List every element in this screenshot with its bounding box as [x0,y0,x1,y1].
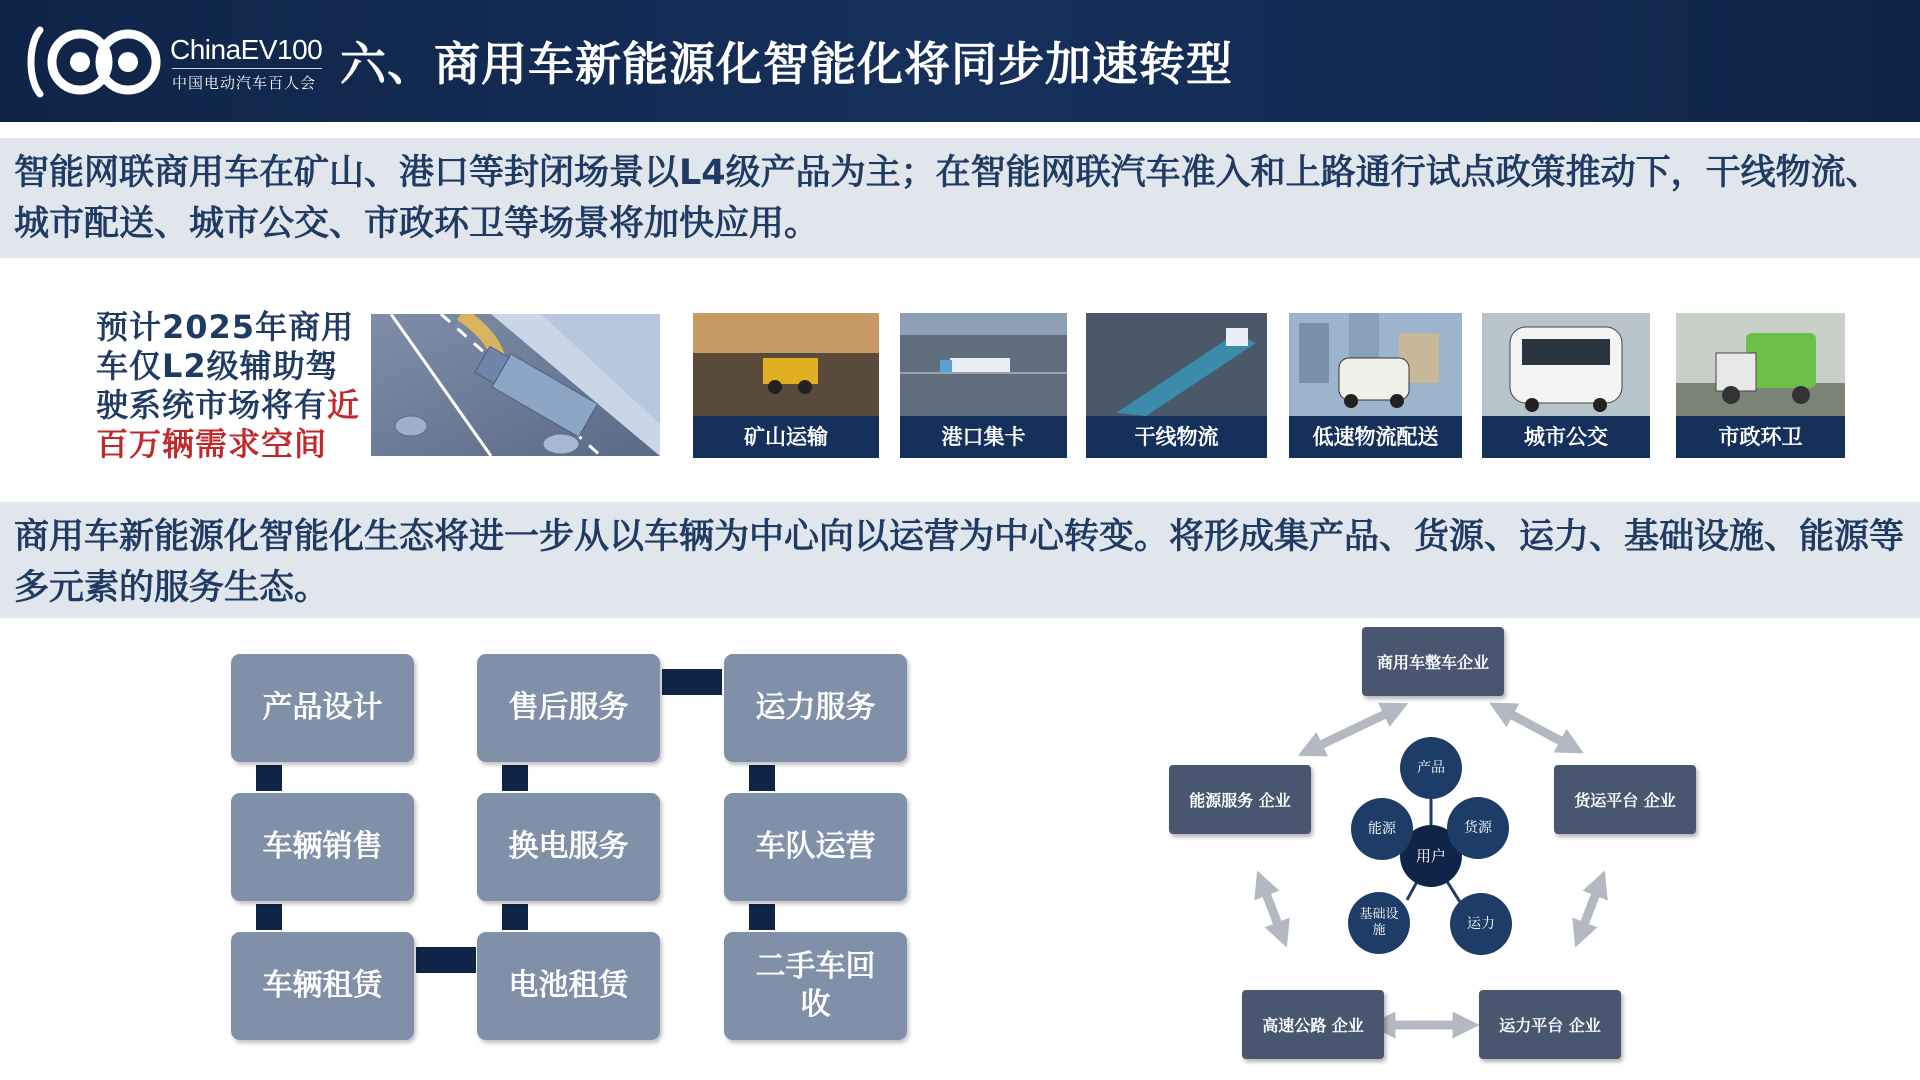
scene-label: 市政环卫 [1676,416,1845,458]
highway-truck-illustration [371,314,660,456]
capacity-service-box: 运力服务 [724,654,907,762]
summary-band-1 [0,138,1920,258]
summary-text-2: 商用车新能源化智能化生态将进一步从以车辆为中心向以运营为中心转变。将形成集产品、货源、运力、基础设施、能源等多元素的服务生态。 [14,517,1905,608]
delivery-robot-photo [1289,313,1462,416]
ev100-logo [22,24,322,100]
cargo-node: 货源 [1447,797,1509,859]
connector [662,669,722,695]
energy-node: 能源 [1351,798,1413,860]
connector [256,765,282,791]
page-title: 六、商用车新能源化智能化将同步加速转型 [340,37,1233,91]
summary-text-1: 智能网联商用车在矿山、港口等封闭场景以L4级产品为主；在智能网联汽车准入和上路通行试点政策推动下，干线物流、城市配送、城市公交、市政环卫等场景将加快应用。 [14,153,1881,244]
transport-platform-node: 运力平台 企业 [1479,990,1621,1059]
scene-label: 矿山运输 [693,416,879,458]
fleet-operation-box: 车队运营 [724,793,907,901]
scene-port [900,313,1067,458]
port-truck-photo [900,313,1067,416]
highway-enterprise-node: 高速公路 企业 [1242,990,1384,1059]
scene-label: 城市公交 [1482,416,1650,458]
connector [502,765,528,791]
prediction-text [96,308,364,464]
scene-bus [1482,313,1650,458]
header-bar [0,0,1920,122]
after-sales-box: 售后服务 [477,654,660,762]
logo-100-icon [22,24,172,100]
scene-label: 干线物流 [1086,416,1267,458]
product-node: 产品 [1400,737,1462,799]
product-design-box: 产品设计 [231,654,414,762]
scene-lowspeed [1289,313,1462,458]
mining-truck-photo [693,313,879,416]
ecosystem-diagram [1160,620,1720,1070]
scene-mining [693,313,879,458]
scene-sanitation [1676,313,1845,458]
prediction-highlight: 近百万辆需求空间 [96,386,361,463]
scene-trunk [1086,313,1267,458]
connector [502,904,528,930]
infrastructure-node: 基础设施 [1348,892,1410,954]
connector [256,904,282,930]
battery-leasing-box: 电池租赁 [477,932,660,1040]
freight-platform-node: 货运平台 企业 [1554,765,1696,834]
energy-service-node: 能源服务 企业 [1169,765,1311,834]
logo-english: ChinaEV100 [170,34,323,65]
trunk-truck-photo [1086,313,1267,416]
logo-chinese: 中国电动汽车百人会 [172,74,317,92]
logo-rule [172,68,322,69]
connector [749,904,775,930]
prediction-normal: 预计2025年商用车仅L2级辅助驾驶系统市场将有 [96,308,355,424]
city-bus-photo [1482,313,1650,416]
user-center-node: 用户 [1400,825,1462,887]
vehicle-leasing-box: 车辆租赁 [231,932,414,1040]
connector [416,947,476,973]
summary-band-2 [0,502,1920,618]
used-car-box: 二手车回收 [724,932,907,1040]
oem-enterprise-node: 商用车整车企业 [1362,627,1504,696]
street-sweeper-photo [1676,313,1845,416]
vehicle-sales-box: 车辆销售 [231,793,414,901]
connector [749,765,775,791]
scene-label: 港口集卡 [900,416,1067,458]
capacity-node: 运力 [1450,893,1512,955]
scene-label: 低速物流配送 [1289,416,1462,458]
battery-swap-box: 换电服务 [477,793,660,901]
